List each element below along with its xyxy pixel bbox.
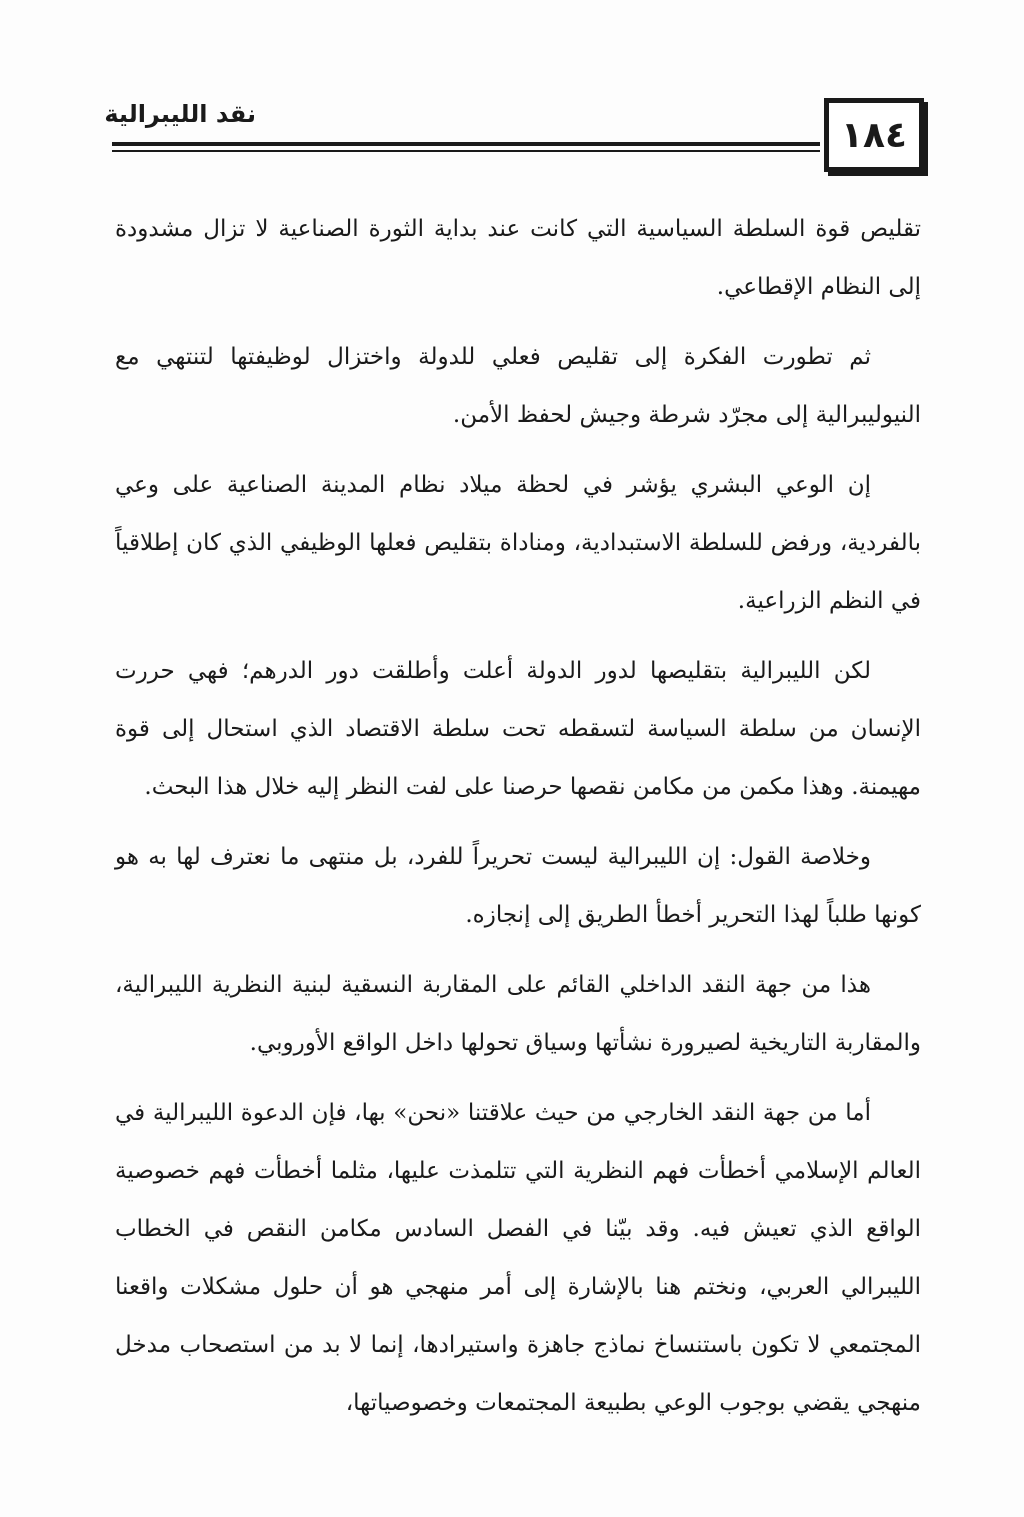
paragraph: ثم تطورت الفكرة إلى تقليص فعلي للدولة واختزال لوظيفتها لتنتهي مع النيوليبرالية إلى مجرّد شرطة وجيش لحفظ الأمن. (115, 344, 921, 428)
header-rule-thin (112, 150, 820, 152)
paragraph: أما من جهة النقد الخارجي من حيث علاقتنا «نحن» بها، فإن الدعوة الليبرالية في العالم الإسلامي أخطأت فهم النظرية التي تتلمذت عليها، مثلما أخطأت فهم خصوصية الواقع الذي تعيش فيه. وقد بيّنا في الفصل السادس مكامن النقص في الخطاب الليبرالي العربي، ونختم هنا بالإشارة إلى أمر منهجي هو أن حلول مشكلات واقعنا المجتمعي لا تكون باستنساخ نماذج جاهزة واستيرادها، إنما لا بد من استصحاب مدخل منهجي يقضي بوجوب الوعي بطبيعة المجتمعات وخصوصياتها، (115, 1100, 921, 1416)
page-header (104, 92, 924, 188)
paragraph: هذا من جهة النقد الداخلي القائم على المقاربة النسقية لبنية النظرية الليبرالية، والمقاربة التاريخية لصيرورة نشأتها وسياق تحولها داخل الواقع الأوروبي. (115, 972, 921, 1056)
paragraph: إن الوعي البشري يؤشر في لحظة ميلاد نظام المدينة الصناعية على وعي بالفردية، ورفض للسلطة الاستبدادية، ومناداة بتقليص فعلها الوظيفي الذي كان إطلاقياً في النظم الزراعية. (115, 472, 921, 614)
header-rule (112, 142, 820, 146)
paragraph: تقليص قوة السلطة السياسية التي كانت عند بداية الثورة الصناعية لا تزال مشدودة إلى النظام الإقطاعي. (115, 216, 921, 300)
page-body (115, 200, 921, 1444)
paragraph: وخلاصة القول: إن الليبرالية ليست تحريراً للفرد، بل منتهى ما نعترف لها به هو كونها طلباً لهذا التحرير أخطأ الطريق إلى إنجازه. (115, 844, 921, 928)
page-number: ١٨٤ (824, 98, 924, 172)
running-title: نقد الليبرالية (104, 100, 256, 128)
paragraph: لكن الليبرالية بتقليصها لدور الدولة أعلت وأطلقت دور الدرهم؛ فهي حررت الإنسان من سلطة السياسة لتسقطه تحت سلطة الاقتصاد الذي استحال إلى قوة مهيمنة. وهذا مكمن من مكامن نقصها حرصنا على لفت النظر إليه خلال هذا البحث. (115, 658, 921, 800)
